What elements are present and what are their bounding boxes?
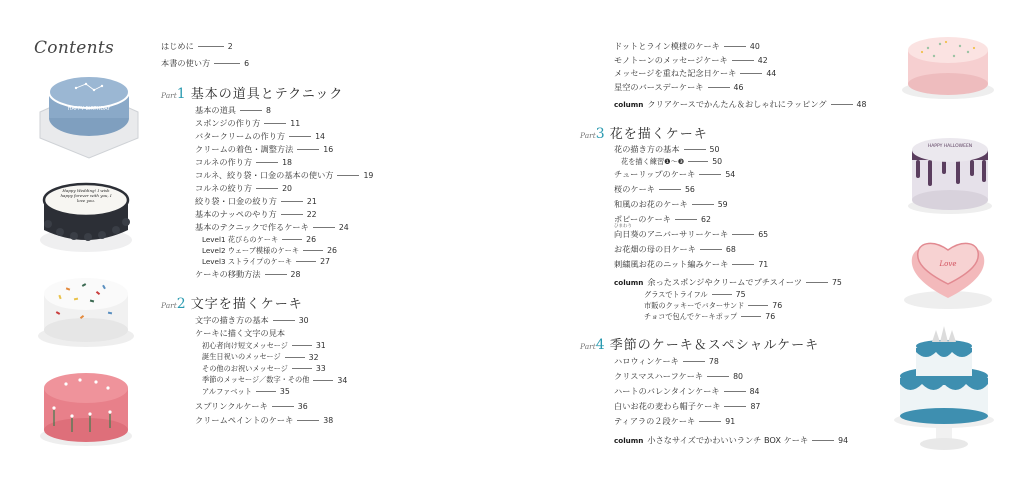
toc-entry[interactable]: クリームの着色・調整方法 16 xyxy=(195,144,334,154)
toc-entry[interactable]: クリスマスハーフケーキ 80 xyxy=(614,371,744,381)
toc-entry[interactable]: ティアラの２段ケーキ 91 xyxy=(614,416,736,426)
level-sublist xyxy=(202,234,431,267)
toc-entry[interactable]: ドットとライン模様のケーキ 40 xyxy=(614,41,760,52)
toc-entry[interactable]: モノトーンのメッセージケーキ 42 xyxy=(614,54,768,65)
part2-heading: Part 2 文字を描くケーキ xyxy=(161,296,303,312)
toc-entry[interactable]: コルネの作り方 18 xyxy=(195,157,292,167)
toc-entry[interactable]: ハロウィンケーキ 78 xyxy=(614,356,719,366)
part4-heading: Part 4 季節のケーキ＆スペシャルケーキ xyxy=(580,337,820,353)
toc-entry-with-ruby xyxy=(614,224,880,242)
toc-entry[interactable]: 絞り袋・口金の絞り方 21 xyxy=(195,196,317,206)
toc-right-column xyxy=(580,40,880,447)
pink-mini-cake-photo xyxy=(898,34,998,100)
toc-subentry[interactable]: Level1 花びらのケーキ 26 xyxy=(202,234,317,244)
part4-list xyxy=(614,354,880,447)
toc-entry[interactable]: お花畑の母の日ケーキ 68 xyxy=(614,244,736,254)
column-sublist xyxy=(644,289,880,322)
contents-heading: Contents xyxy=(34,38,114,58)
love-cake-text: Love xyxy=(939,260,957,268)
blue-birthday-cake-photo xyxy=(36,72,142,160)
toc-subentry[interactable]: 市販のクッキーでバターサンド 76 xyxy=(644,300,783,310)
toc-entry[interactable]: 和風のお花のケーキ 59 xyxy=(614,199,728,209)
toc-entry-intro-1[interactable]: 本書の使い方 6 xyxy=(161,57,250,68)
toc-entry[interactable]: メッセージを重ねた記念日ケーキ 44 xyxy=(614,68,777,79)
ruby-text: ひまわり xyxy=(614,224,632,229)
part2-cont-list xyxy=(614,40,880,111)
toc-entry[interactable]: 白いお花の麦わら帽子ケーキ 87 xyxy=(614,401,761,411)
toc-entry[interactable]: 花の描き方の基本 50 xyxy=(614,144,720,154)
toc-entry[interactable]: バタークリームの作り方 14 xyxy=(195,131,325,141)
toc-entry[interactable]: ポピーのケーキ 62 xyxy=(614,214,711,224)
toc-entry[interactable]: ケーキに描く文字の見本 xyxy=(195,328,286,338)
toc-entry[interactable]: 基本の道具 8 xyxy=(195,105,271,115)
toc-column-entry[interactable]: column 小さなサイズでかわいいランチ BOX ケーキ 94 xyxy=(614,434,849,445)
part2-list xyxy=(195,314,431,428)
toc-subentry[interactable]: 初心者向け短文メッセージ 31 xyxy=(202,340,326,351)
toc-entry[interactable]: スプリンクルケーキ 36 xyxy=(195,401,308,411)
two-tier-tiara-cake-photo xyxy=(886,320,1002,460)
toc-entry[interactable]: 基本のテクニックで作るケーキ 24 xyxy=(195,222,349,232)
toc-entry[interactable]: 向日葵のアニバーサリーケーキ 65 xyxy=(614,229,769,239)
toc-entry[interactable]: 星空のバースデーケーキ 46 xyxy=(614,81,744,92)
toc-subentry[interactable]: 誕生日祝いのメッセージ 32 xyxy=(202,352,319,362)
toc-entry[interactable]: 桜のケーキ 56 xyxy=(614,184,695,194)
halloween-cake-photo xyxy=(904,130,996,216)
toc-entry-intro-0[interactable]: はじめに 2 xyxy=(161,40,233,51)
toc-subentry[interactable]: 季節のメッセージ／数字・その他 34 xyxy=(202,375,348,385)
toc-column-entry[interactable]: column クリアケースでかんたん＆おしゃれにラッピング 48 xyxy=(614,98,867,109)
pink-flower-cake-photo xyxy=(36,368,136,448)
halloween-cake-text: HAPPY HALLOWEEN xyxy=(927,144,973,149)
toc-subentry[interactable]: 花を描く練習❶～❸ 50 xyxy=(621,156,723,166)
toc-subentry[interactable]: チョコで包んでケーキポップ 76 xyxy=(644,311,776,321)
toc-entry[interactable]: コルネの絞り方 20 xyxy=(195,183,292,193)
toc-subentry[interactable]: その他のお祝いメッセージ 33 xyxy=(202,363,326,374)
toc-subentry[interactable]: Level3 ストライプのケーキ 27 xyxy=(202,256,331,266)
message-cake-text: Happy Wedding! I wish happy forever with you, I love you. xyxy=(60,188,112,203)
toc-subentry[interactable]: Level2 ウェーブ模様のケーキ 26 xyxy=(202,245,337,255)
white-sprinkle-cake-photo xyxy=(36,272,136,348)
toc-entry[interactable]: ケーキの移動方法 28 xyxy=(195,268,301,279)
toc-left-column xyxy=(161,40,431,428)
part1-heading: Part 1 基本の道具とテクニック xyxy=(161,86,344,102)
toc-entry[interactable]: コルネ、絞り袋・口金の基本の使い方 19 xyxy=(195,170,374,180)
part1-list xyxy=(195,104,431,281)
black-message-cake-photo xyxy=(38,174,134,254)
toc-entry[interactable]: 刺繍風お花のニット編みケーキ 71 xyxy=(614,259,769,269)
part3-heading: Part 3 花を描くケーキ xyxy=(580,126,708,142)
toc-entry[interactable]: ハートのバレンタインケーキ 84 xyxy=(614,386,760,396)
toc-subentry[interactable]: グラスでトライフル 75 xyxy=(644,289,746,299)
toc-entry[interactable]: クリームペイントのケーキ 38 xyxy=(195,415,334,425)
part3-list xyxy=(614,143,880,322)
message-sublist xyxy=(202,340,431,398)
heart-love-cake-photo xyxy=(900,236,996,310)
birthday-cake-text: HAPPY BIRTHDAY xyxy=(67,106,111,112)
toc-entry[interactable]: 文字の描き方の基本 30 xyxy=(195,315,309,325)
toc-subentry[interactable]: アルファベット 35 xyxy=(202,386,290,397)
toc-entry[interactable]: 基本のナッペのやり方 22 xyxy=(195,209,317,219)
toc-entry[interactable]: チューリップのケーキ 54 xyxy=(614,169,736,179)
toc-entry[interactable]: スポンジの作り方 11 xyxy=(195,118,301,128)
toc-column-entry[interactable]: column 余ったスポンジやクリームでプチスイーツ 75 xyxy=(614,276,842,287)
